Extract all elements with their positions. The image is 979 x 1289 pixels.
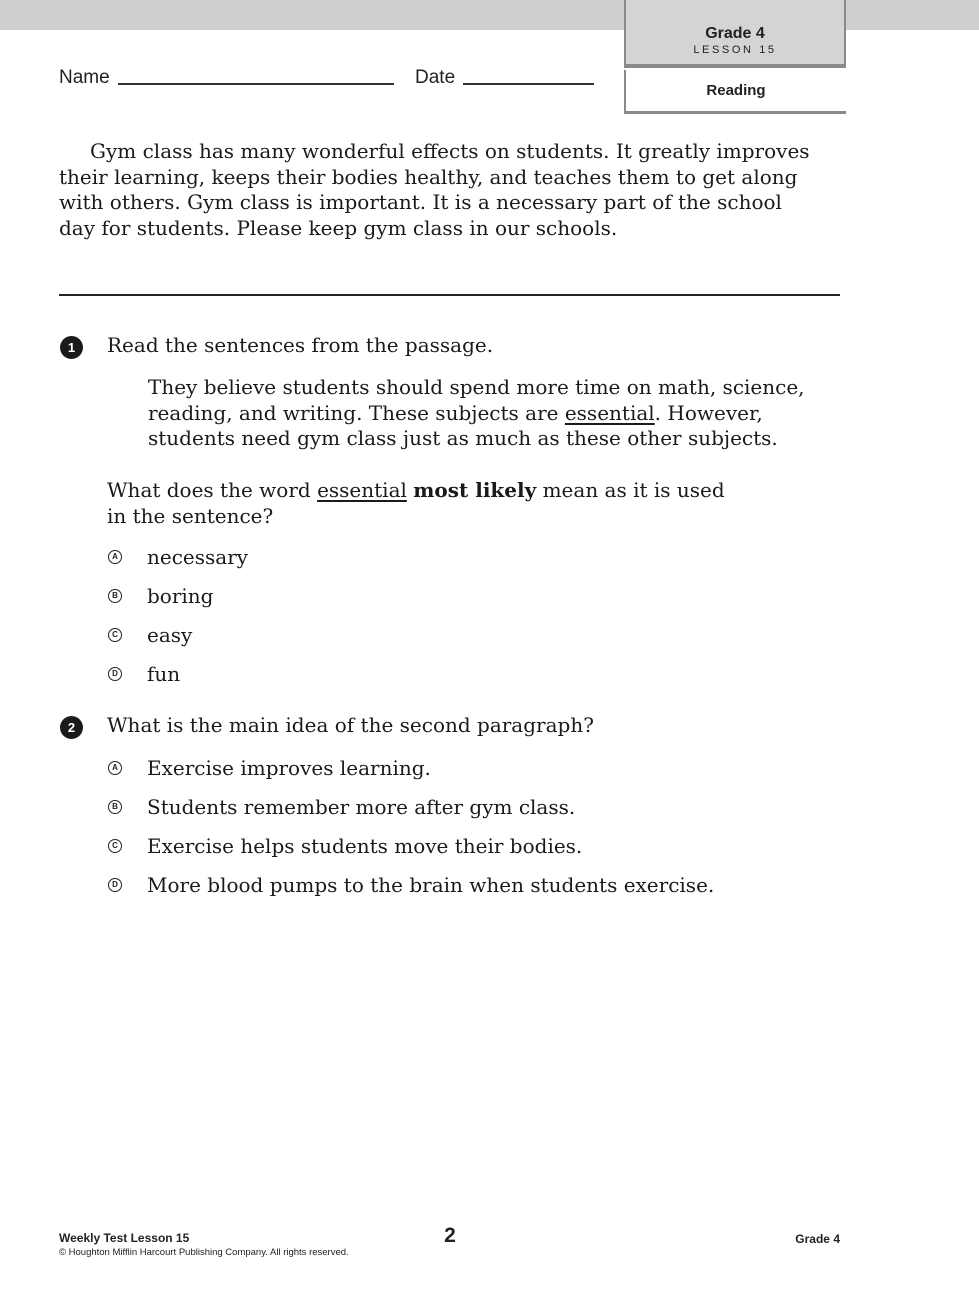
option-text: easy <box>147 623 193 647</box>
option-b-bubble[interactable]: B <box>108 589 122 603</box>
option-text: boring <box>147 584 214 608</box>
ask-text-end: mean as it is used in the sentence? <box>107 478 725 528</box>
ask-underlined-word: essential <box>317 478 407 502</box>
date-field[interactable] <box>463 83 594 85</box>
footer-left <box>59 1231 349 1258</box>
option-c-bubble[interactable]: C <box>108 839 122 853</box>
page-number: 2 <box>444 1224 456 1247</box>
question-1-excerpt <box>148 375 808 452</box>
option-text: More blood pumps to the brain when students exercise. <box>147 873 715 897</box>
question-2-prompt: What is the main idea of the second paragraph? <box>107 713 594 737</box>
footer-title: Weekly Test Lesson 15 <box>59 1231 190 1245</box>
date-label: Date <box>415 67 456 88</box>
footer-grade: Grade 4 <box>795 1232 840 1246</box>
option-a-bubble[interactable]: A <box>108 761 122 775</box>
excerpt-text: They believe students should spend more time on math, science, reading, and writing. These subjects are <box>148 375 805 425</box>
grade-label: Grade 4 <box>705 25 765 42</box>
option-text: Exercise helps students move their bodies. <box>147 834 583 858</box>
question-2-number: 2 <box>60 716 83 739</box>
excerpt-text-end: . However, students need gym class just as much as these other subjects. <box>148 400 778 450</box>
excerpt-underlined-word: essential <box>564 400 655 425</box>
option-d-bubble[interactable]: D <box>108 878 122 892</box>
option-d-bubble[interactable]: D <box>108 667 122 681</box>
question-1-prompt: Read the sentences from the passage. <box>107 333 494 357</box>
subject-label: Reading <box>624 70 846 114</box>
ask-text: What does the word <box>107 478 318 502</box>
option-text: Exercise improves learning. <box>147 756 431 780</box>
question-1-number: 1 <box>60 336 83 359</box>
name-field[interactable] <box>118 83 394 85</box>
ask-bold-phrase: most likely <box>413 478 537 502</box>
option-c-bubble[interactable]: C <box>108 628 122 642</box>
passage-paragraph: Gym class has many wonderful effects on students. It greatly improves their learning, keeps their bodies healthy, and teaches them to get along with others. Gym class is important. It is a necessary part of the school day for students. Please keep gym class in our schools. <box>59 139 810 240</box>
footer-copyright: © Houghton Mifflin Harcourt Publishing Company. All rights reserved. <box>59 1247 349 1258</box>
option-text: Students remember more after gym class. <box>147 795 576 819</box>
option-a-bubble[interactable]: A <box>108 550 122 564</box>
question-1-ask <box>107 478 747 529</box>
name-label: Name <box>59 67 110 88</box>
section-divider <box>59 294 840 296</box>
lesson-label: LESSON 15 <box>693 44 777 56</box>
option-text: necessary <box>147 545 249 569</box>
option-text: fun <box>147 662 181 686</box>
option-b-bubble[interactable]: B <box>108 800 122 814</box>
grade-lesson-tab <box>624 0 846 68</box>
passage <box>59 139 819 241</box>
